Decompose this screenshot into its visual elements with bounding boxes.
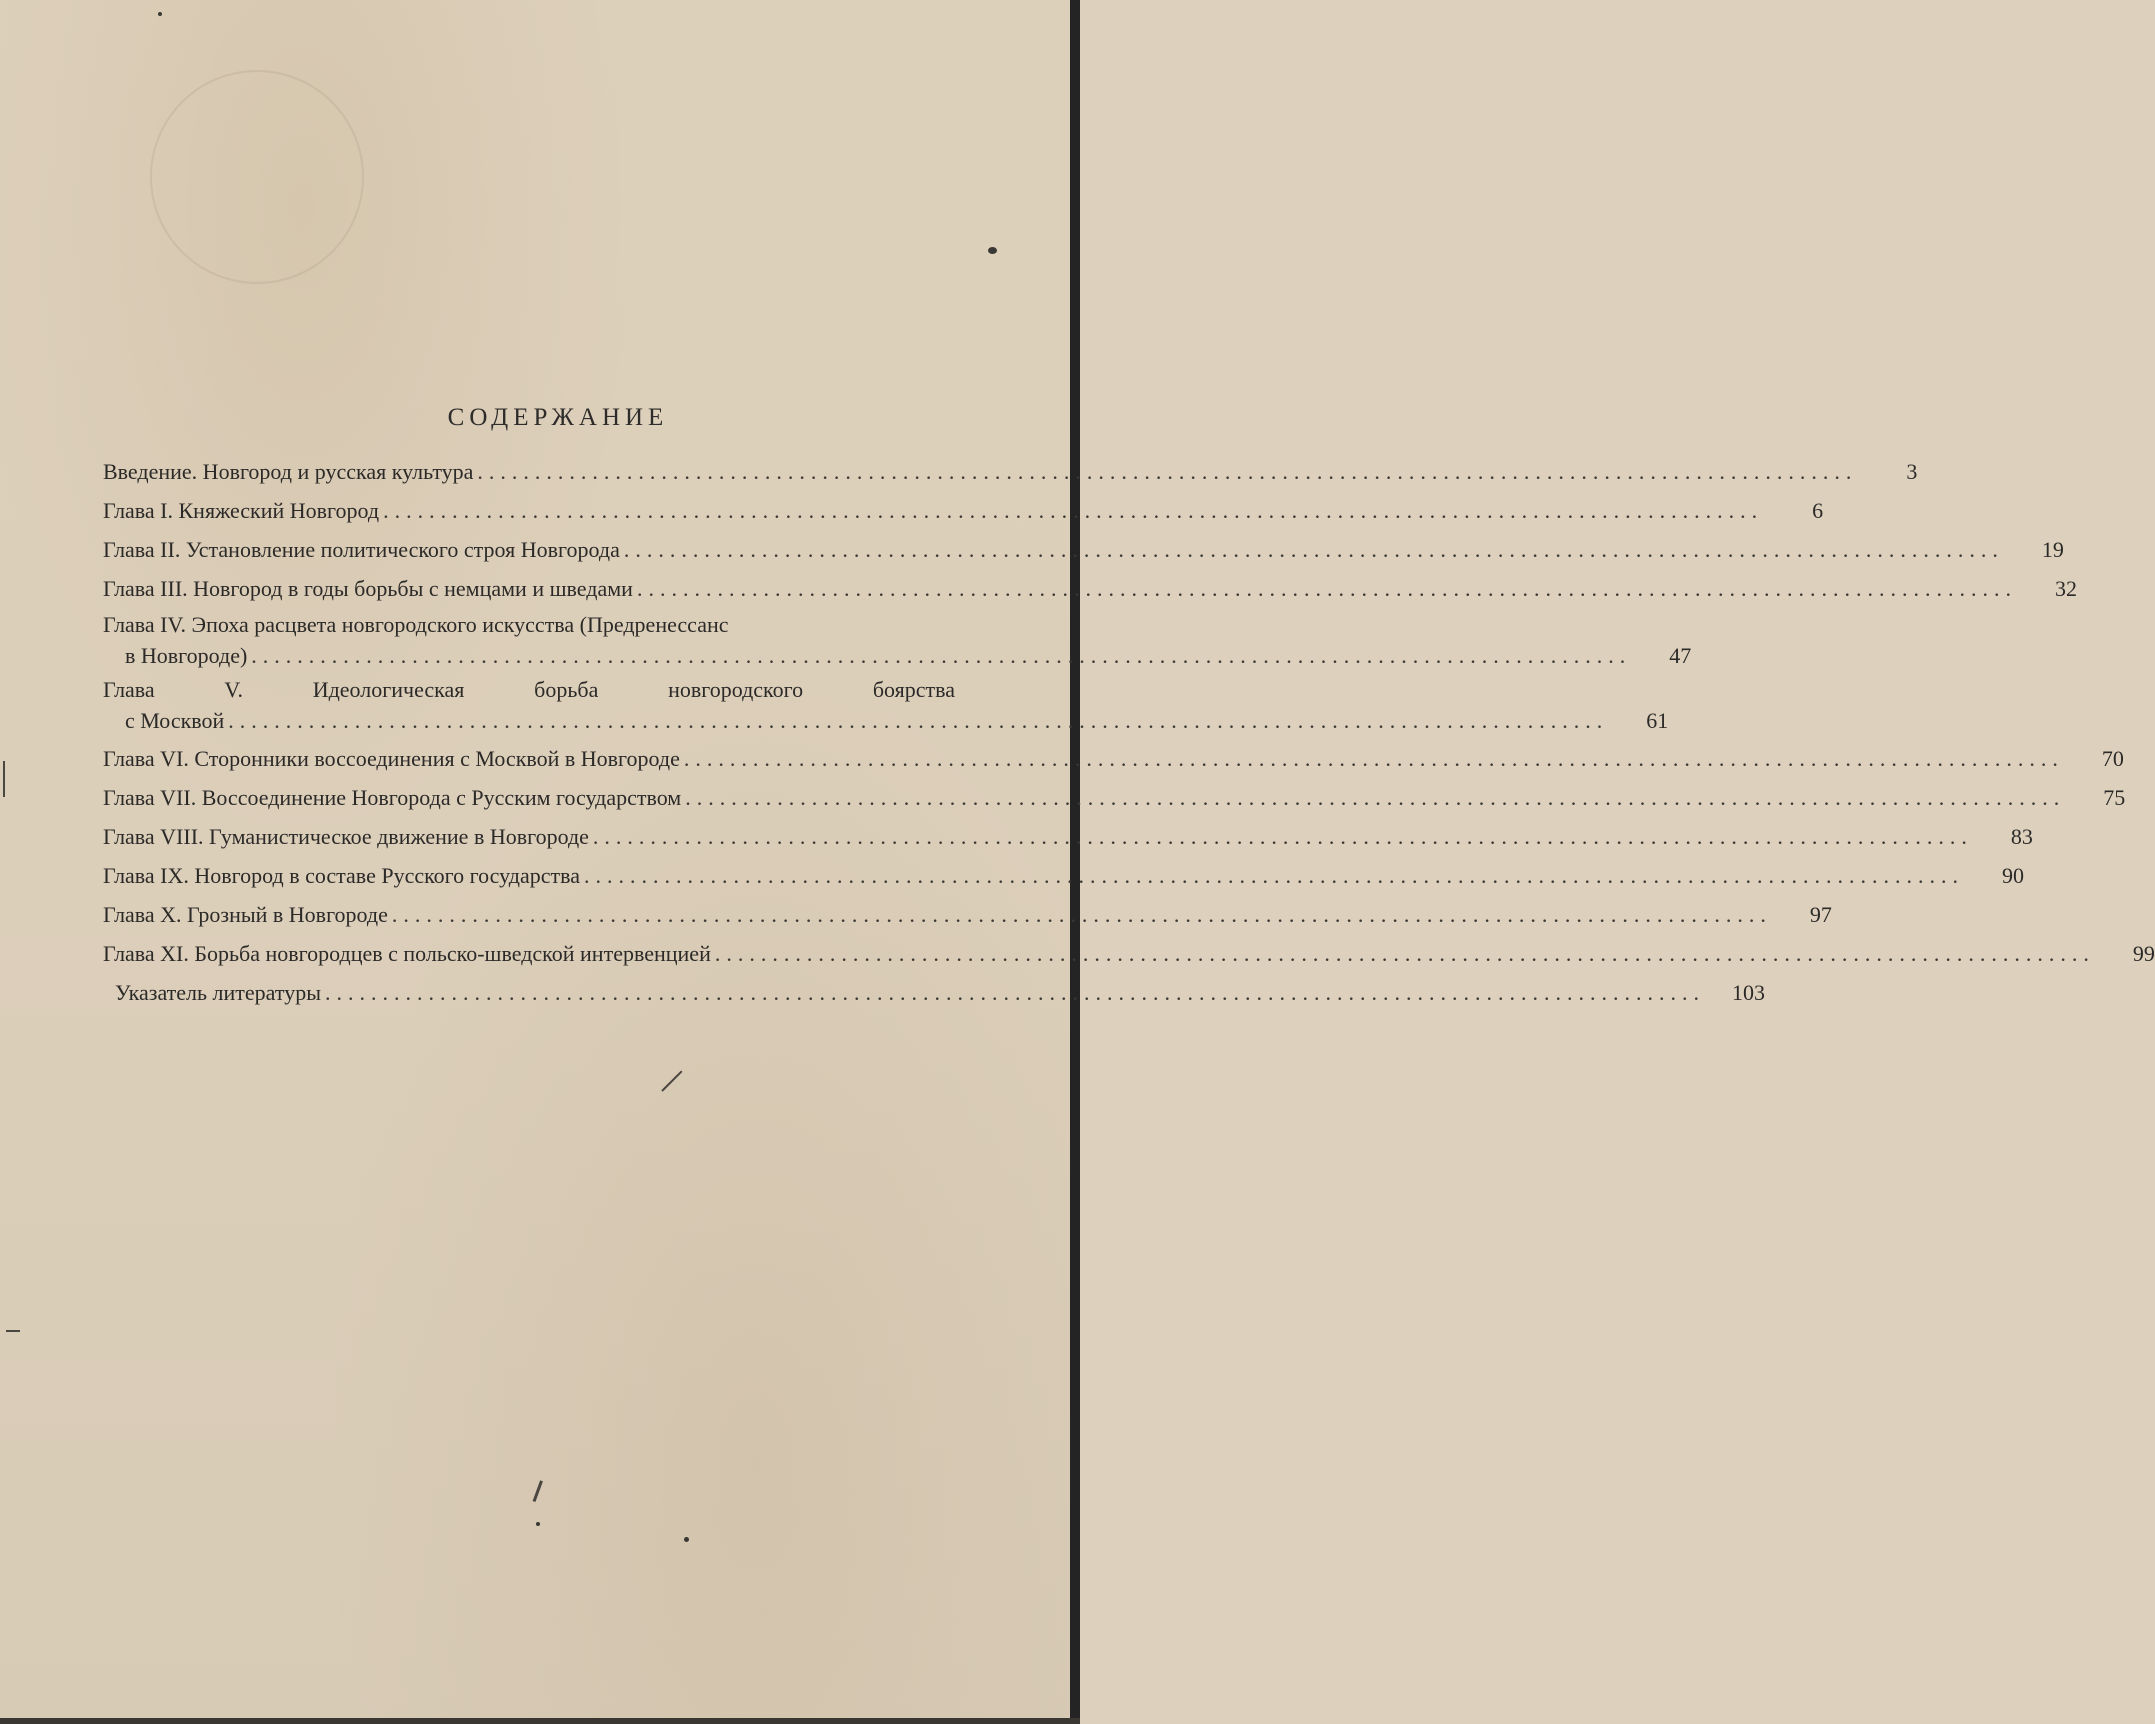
toc-entry-page: 6 [1812, 498, 1824, 523]
toc-word: Идеологическая [312, 677, 465, 702]
toc-entry [103, 895, 1832, 934]
faded-stamp [150, 70, 364, 284]
toc-entry-label: Глава I. Княжеский Новгород [103, 498, 380, 523]
scratch-mark [3, 761, 5, 797]
toc-entry [103, 934, 2155, 973]
toc-entry [103, 491, 1824, 530]
toc-entry [103, 739, 2124, 778]
toc-word: Глава [103, 677, 155, 702]
scratch-mark [533, 1480, 543, 1502]
dot-leader: ........................................................................................................................ [623, 537, 2004, 562]
toc-entry [103, 973, 1765, 1012]
toc-entry-page: 19 [2041, 537, 2064, 562]
dot-leader: ........................................................................................................................ [583, 863, 1964, 888]
toc-entry [103, 452, 1918, 491]
toc-entry-label: Глава IV. Эпоха расцвета новгородского искусства (Предренессанс [103, 612, 729, 637]
toc-word: борьба [534, 677, 599, 702]
toc-entry-page: 90 [2001, 863, 2024, 888]
toc-entry-multiline [103, 609, 1692, 673]
toc-entry-page: 103 [1731, 980, 1765, 1005]
toc-entry-page: 97 [1809, 902, 1832, 927]
toc-entry-multiline [103, 674, 1669, 738]
toc-entry-label-continued: с Москвой [125, 708, 225, 733]
toc-entry-label: Глава IX. Новгород в составе Русского государства [103, 863, 580, 888]
page-title: СОДЕРЖАНИЕ [447, 404, 669, 431]
dot-leader: ........................................................................................................................ [477, 459, 1858, 484]
toc-entry-page: 47 [1669, 643, 1692, 668]
ink-speck [158, 12, 162, 16]
dot-leader: ........................................................................................................................ [683, 746, 2064, 771]
dot-leader: ........................................................................................................................ [391, 902, 1772, 927]
toc-entry [103, 569, 2077, 608]
toc-entry-label: Указатель литературы [115, 980, 321, 1005]
toc-entry-label: Глава VI. Сторонники воссоединения с Москвой в Новгороде [103, 746, 680, 771]
toc-entry-continuation [103, 705, 1669, 738]
scratch-mark [661, 1070, 682, 1091]
toc-entry-continuation [103, 640, 1692, 673]
dot-leader: ........................................................................................................................ [383, 498, 1764, 523]
scratch-mark [6, 1330, 20, 1332]
toc-entry-page: 83 [2010, 824, 2033, 849]
toc-entry-page: 32 [2054, 576, 2077, 601]
toc-entry-label: Глава XI. Борьба новгородцев с польско-шведской интервенцией [103, 941, 711, 966]
toc-entry-label: Глава VII. Воссоединение Новгорода с Русским государством [103, 785, 682, 810]
toc-entry-page: 75 [2103, 785, 2126, 810]
ink-speck [684, 1537, 689, 1542]
toc-entry-label [103, 674, 1009, 705]
toc-entry [103, 856, 2024, 895]
table-of-contents [103, 452, 2155, 1012]
toc-word: новгородского [668, 677, 804, 702]
toc-word: V. [224, 677, 243, 702]
toc-entry-page: 3 [1906, 459, 1918, 484]
dot-leader: ........................................................................................................................ [685, 785, 2066, 810]
ink-speck [988, 247, 997, 254]
toc-entry-label: Глава II. Установление политического строя Новгорода [103, 537, 620, 562]
toc-entry-label: Введение. Новгород и русская культура [103, 459, 474, 484]
page-bottom-edge [0, 1718, 1080, 1724]
toc-entry [103, 817, 2033, 856]
toc-entry [103, 530, 2064, 569]
dot-leader: ........................................................................................................................ [636, 576, 2017, 601]
toc-entry-page: 70 [2101, 746, 2124, 771]
toc-entry-page: 99 [2132, 941, 2155, 966]
dot-leader: ........................................................................................................................ [228, 708, 1609, 733]
toc-entry-page: 61 [1646, 708, 1669, 733]
toc-entry-label: Глава III. Новгород в годы борьбы с немцами и шведами [103, 576, 633, 601]
toc-entry-label: Глава VIII. Гуманистическое движение в Новгороде [103, 824, 589, 849]
toc-entry-label: Глава X. Грозный в Новгороде [103, 902, 388, 927]
dot-leader: ........................................................................................................................ [324, 980, 1705, 1005]
dot-leader: ........................................................................................................................ [251, 643, 1632, 668]
dot-leader: ........................................................................................................................ [714, 941, 2095, 966]
dot-leader: ........................................................................................................................ [592, 824, 1973, 849]
ink-speck [536, 1522, 540, 1526]
toc-entry-label-continued: в Новгороде) [125, 643, 248, 668]
toc-word: боярства [872, 677, 955, 702]
toc-entry [103, 778, 2126, 817]
